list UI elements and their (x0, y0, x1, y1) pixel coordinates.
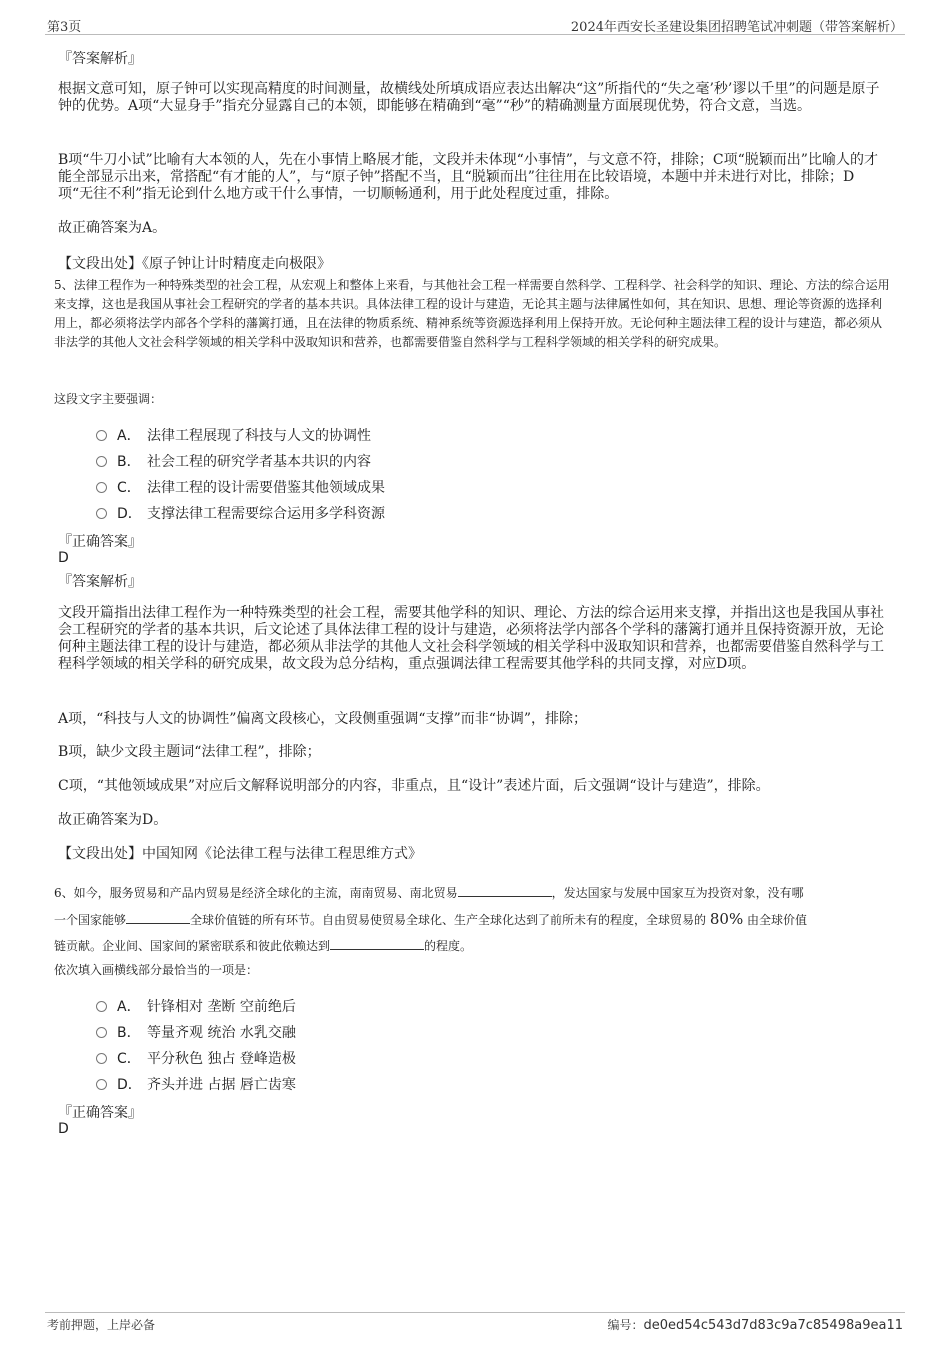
q5-option-d[interactable]: D． 支撑法律工程需要综合运用多学科资源 (96, 503, 385, 523)
q5-answer-label: 『正确答案』 (58, 534, 142, 550)
document-title: 2024年西安长圣建设集团招聘笔试冲刺题（带答案解析） (570, 20, 903, 35)
q6-answer-label: 『正确答案』 (58, 1105, 142, 1121)
radio-icon[interactable] (96, 1027, 107, 1038)
radio-icon[interactable] (96, 456, 107, 467)
q5-conclusion: 故正确答案为D。 (58, 812, 168, 828)
q6-option-a[interactable]: A． 针锋相对 垄断 空前绝后 (96, 996, 296, 1016)
q5-question-text: 5、法律工程作为一种特殊类型的社会工程，从宏观上和整体上来看，与其他社会工程一样需要自然科学、工程科学、社会科学的知识、理论、方法的综合运用来支撑，这也是我国从事社会工程研究的学者的基本共识。具体法律工程的设计与建造，无论其主题与法律属性如何，其在知识、思想、理论等资源的选择利用上，都必须将法学内部各个学科的藩篱打通，且在法律的物质系统、精神系统等资源选择利用上保持开放。无论何种主题法律工程的设计与建造，都必须从非法学的其他人文社会科学领域的相关学科中汲取知识和营养，也都需要借鉴自然科学与工程科学领域的相关学科的研究成果。 (54, 278, 890, 349)
radio-icon[interactable] (96, 430, 107, 441)
q5-option-a[interactable]: A． 法律工程展现了科技与人文的协调性 (96, 425, 371, 445)
q4-source: 【文段出处】《原子钟让计时精度走向极限》 (58, 256, 331, 272)
page-number: 第3页 (47, 20, 82, 35)
q5-analysis-paragraph-1: 文段开篇指出法律工程作为一种特殊类型的社会工程，需要其他学科的知识、理论、方法的综合运用来支撑，并指出这也是我国从事社会工程研究的学者的基本共识，后文论述了具体法律工程的设计与建造，必须将法学内部各个学科的藩篱打通并且保持资源开放，无论何种主题法律工程的设计与建造，都必须从非法学的其他人文社会科学领域的相关学科中汲取知识和营养，也都需要借鉴自然科学与工程科学领域的相关学科的研究成果，故文段为总分结构，重点强调法律工程需要其他学科的共同支撑，对应D项。 (58, 605, 884, 672)
footer-slogan: 考前押题，上岸必备 (47, 1318, 156, 1332)
fill-blank-3[interactable] (330, 938, 424, 950)
q5-source: 【文段出处】中国知网《论法律工程与法律工程思维方式》 (58, 846, 422, 862)
q4-analysis-paragraph-2: B项“牛刀小试”比喻有大本领的人，先在小事情上略展才能，文段并未体现“小事情”，与文意不符，排除；C项“脱颖而出”比喻人的才能全部显示出来，常搭配“有才能的人”，与“原子钟”搭配不当，且“脱颖而出”往往用在比较语境，本题中并未进行对比，排除；D项“无往不利”指无论到什么地方或干什么事情，一切顺畅通利，用于此处程度过重，排除。 (58, 152, 878, 202)
q5-prompt: 这段文字主要强调： (54, 392, 163, 406)
radio-icon[interactable] (96, 1001, 107, 1012)
radio-icon[interactable] (96, 508, 107, 519)
page-footer (45, 1312, 905, 1335)
fill-blank-2[interactable] (126, 912, 190, 924)
radio-icon[interactable] (96, 1079, 107, 1090)
q6-prompt: 依次填入画横线部分最恰当的一项是： (54, 963, 259, 977)
q4-analysis-label: 『答案解析』 (58, 51, 142, 67)
q5-option-c[interactable]: C． 法律工程的设计需要借鉴其他领域成果 (96, 477, 385, 497)
q5-analysis-paragraph-2: A项，“科技与人文的协调性”偏离文段核心，文段侧重强调“支撑”而非“协调”，排除； (58, 711, 588, 727)
q5-analysis-paragraph-3: B项，缺少文段主题词“法律工程”，排除； (58, 744, 321, 760)
document-code: 编号：de0ed54c543d7d83c9a7c85498a9ea11 (607, 1318, 903, 1333)
q6-option-d[interactable]: D． 齐头并进 占据 唇亡齿寒 (96, 1074, 296, 1094)
q5-option-b[interactable]: B． 社会工程的研究学者基本共识的内容 (96, 451, 371, 471)
q6-option-c[interactable]: C． 平分秋色 独占 登峰造极 (96, 1048, 296, 1068)
q5-analysis-label: 『答案解析』 (58, 574, 142, 590)
percentage-value: 80% (709, 910, 744, 928)
q5-analysis-paragraph-4: C项，“其他领域成果”对应后文解释说明部分的内容，非重点，且“设计”表述片面，后文强调“设计与建造”，排除。 (58, 778, 770, 794)
q6-option-b[interactable]: B． 等量齐观 统治 水乳交融 (96, 1022, 296, 1042)
fill-blank-1[interactable] (458, 885, 552, 897)
q6-question-text: 6、如今，服务贸易和产品内贸易是经济全球化的主流，南南贸易、南北贸易 ，发达国家与发展中国家互为投资对象，没有哪 一个国家能够 全球价值链的所有环节。自由贸易使贸易全球化、生产全球化达到了前所未有的程度，全球贸易的 80% 由全球价值 链贡献。企业间、国家间的紧密联系和彼此依赖达到 的程度。 (54, 886, 808, 953)
page-header (45, 14, 905, 35)
q6-answer: D (58, 1121, 69, 1137)
q5-answer: D (58, 550, 69, 566)
radio-icon[interactable] (96, 482, 107, 493)
q4-conclusion: 故正确答案为A。 (58, 220, 167, 236)
radio-icon[interactable] (96, 1053, 107, 1064)
q4-analysis-paragraph-1: 根据文意可知，原子钟可以实现高精度的时间测量，故横线处所填成语应表达出解决“这”所指代的“失之毫’秒’谬以千里”的问题是原子钟的优势。A项“大显身手”指充分显露自己的本领，即能够在精确到“毫”“秒”的精确测量方面展现优势，符合文意，当选。 (58, 81, 880, 114)
